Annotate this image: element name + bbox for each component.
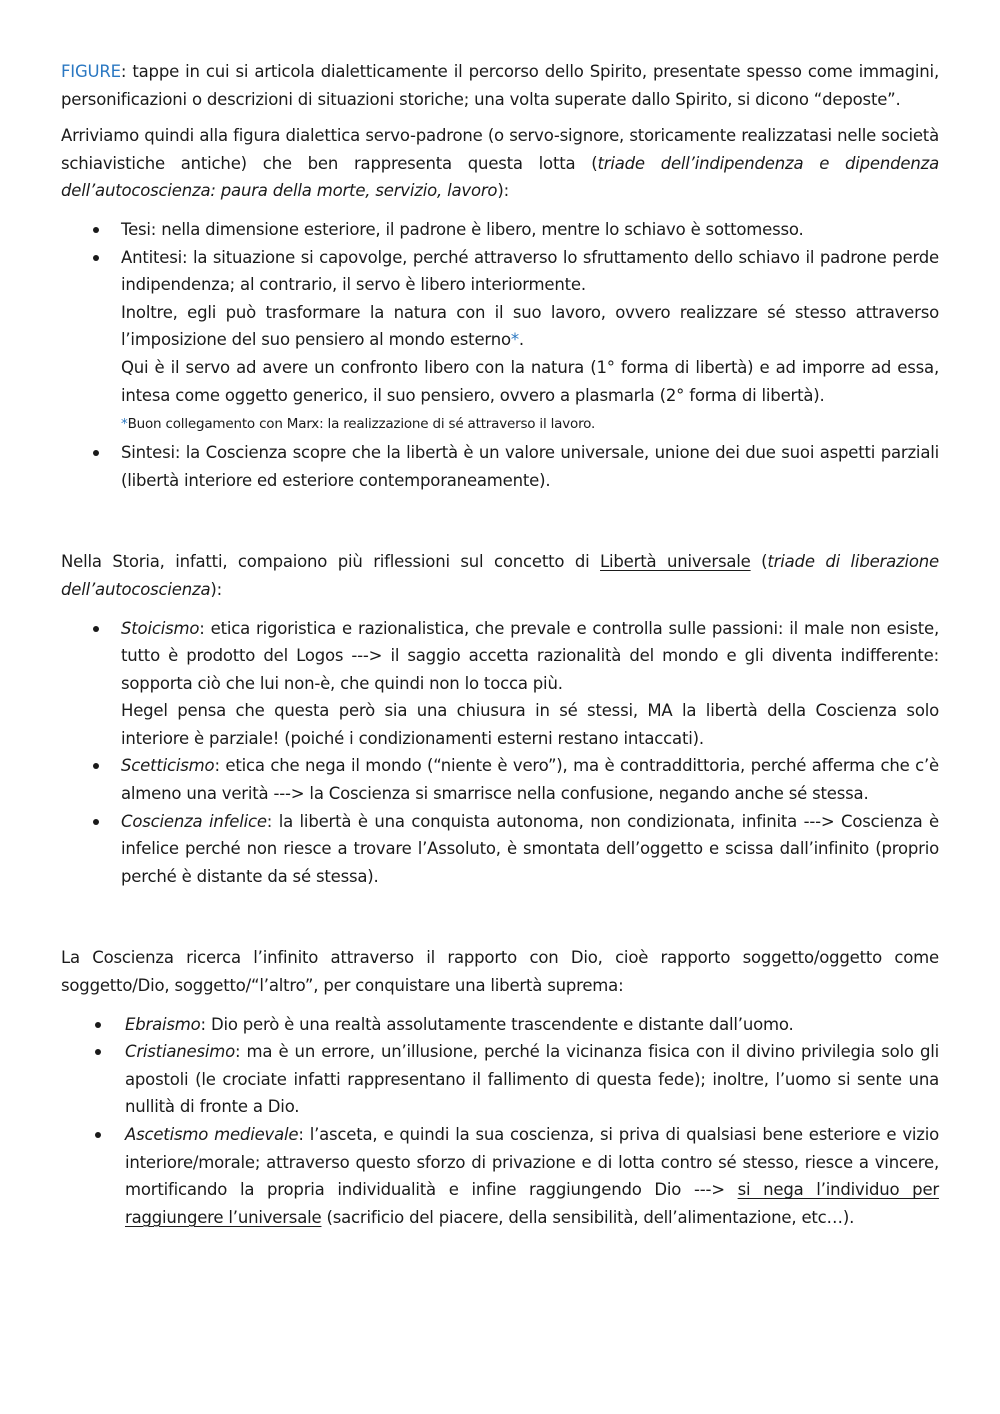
- marx-note: [121, 409, 939, 439]
- storia-intro-close: ):: [210, 579, 222, 599]
- bullet-icon: [93, 819, 99, 825]
- coscienza-infelice-term: Coscienza infelice: [121, 811, 267, 831]
- list-item-tesi: [61, 216, 939, 244]
- ebraismo-text: : Dio però è una realtà assolutamente trascendente e distante dall’uomo.: [200, 1014, 794, 1034]
- bullet-icon: [95, 1022, 101, 1028]
- figure-definition: : tappe in cui si articola dialetticamente il percorso dello Spirito, presentate spesso come immagini, personificazioni o descrizioni di situazioni storiche; una volta superate dallo Spirito, si dicono “deposte”.: [61, 62, 939, 109]
- antitesi-period: .: [518, 330, 524, 350]
- ascetismo-term: Ascetismo medievale: [125, 1125, 299, 1144]
- stoicismo-line: [121, 615, 939, 698]
- servo-intro-paragraph: [61, 122, 939, 205]
- stoicismo-text: : etica rigoristica e razionalistica, che prevale e controlla sulle passioni: il male non esiste, tutto è prodotto del Logos ---> il saggio accetta razionalità del mondo e gli diventa indifferente: sopporta ciò che lui non-è, che quindi non lo tocca più.: [121, 618, 939, 693]
- ascetismo-after: (sacrificio del piacere, della sensibilità, dell’alimentazione, etc…).: [321, 1207, 855, 1227]
- scetticismo-term: Scetticismo: [121, 756, 215, 776]
- liberta-universale: Libertà universale: [600, 552, 751, 572]
- storia-intro-text: Nella Storia, infatti, compaiono più riflessioni sul concetto di: [61, 552, 601, 572]
- list-item-ascetismo: [61, 1121, 939, 1231]
- storia-intro-paragraph: [61, 548, 939, 603]
- note-text: Buon collegamento con Marx: la realizzazione di sé attraverso il lavoro.: [127, 416, 596, 433]
- note-asterisk: *: [121, 416, 128, 433]
- figure-label: FIGURE: [61, 62, 121, 81]
- dio-intro-paragraph: La Coscienza ricerca l’infinito attraverso il rapporto con Dio, cioè rapporto soggetto/oggetto come soggetto/Dio, soggetto/“l’altro”, per conquistare una libertà suprema:: [61, 948, 939, 996]
- cristianesimo-text: : ma è un errore, un’illusione, perché la vicinanza fisica con il divino privilegia solo gli apostoli (le crociate infatti rappresentano il fallimento di questa fede); inoltre, l’uomo si sente una nullità di fronte a Dio.: [125, 1042, 939, 1117]
- bullet-icon: [93, 227, 99, 233]
- asterisk-mark: *: [510, 330, 519, 350]
- bullet-icon: [93, 450, 99, 456]
- coscienza-infelice-text: : la libertà è una conquista autonoma, non condizionata, infinita ---> Coscienza è infelice perché non riesce a trovare l’Assoluto, è smontata dell’oggetto e scissa dall’infinito (proprio perché è distante da sé stessa).: [121, 811, 939, 886]
- dio-list: [61, 1011, 939, 1232]
- ebraismo-term: Ebraismo: [125, 1014, 201, 1034]
- ascetismo-underlined: si nega l’individuo per raggiungere l’universale: [125, 1180, 939, 1227]
- bullet-icon: [95, 1132, 101, 1138]
- cristianesimo-term: Cristianesimo: [125, 1042, 236, 1062]
- tesi-text: Tesi: nella dimensione esteriore, il padrone è libero, mentre lo schiavo è sottomesso.: [121, 219, 804, 239]
- scetticismo-text: : etica che nega il mondo (“niente è vero”), ma è contraddittoria, perché afferma che c’è almeno una verità ---> la Coscienza si smarrisce nella confusione, negando anche sé stessa.: [121, 756, 939, 804]
- antitesi-text: Antitesi: la situazione si capovolge, perché attraverso lo sfruttamento dello schiavo il padrone perde indipendenza; al contrario, il servo è libero interiormente.: [121, 247, 939, 295]
- ascetismo-text: : l’asceta, e quindi la sua coscienza, si priva di qualsiasi bene esteriore e vizio interiore/morale; attraverso questo sforzo di privazione e di lotta contro sé stesso, riesce a vincere, mortificando la propria individualità e infine raggiungendo Dio --->: [125, 1125, 940, 1200]
- storia-intro-triad: triade di liberazione dell’autocoscienza: [61, 552, 939, 599]
- list-item-coscienza-infelice: [61, 808, 939, 891]
- stoicismo-hegel-text: Hegel pensa che questa però sia una chiusura in sé stessi, MA la libertà della Coscienza solo interiore è parziale! (poiché i condizionamenti esterni restano intaccati).: [121, 701, 939, 748]
- bullet-icon: [93, 626, 99, 632]
- bullet-icon: [93, 255, 99, 261]
- list-item-ebraismo: [61, 1011, 939, 1039]
- list-item-stoicismo: [61, 615, 939, 753]
- servo-intro-text: Arriviamo quindi alla figura dialettica servo-padrone (o servo-signore, storicamente realizzatasi nelle società schiavistiche antiche) che ben rappresenta questa lotta (: [61, 126, 939, 173]
- servo-intro-triad: triade dell’indipendenza e dipendenza dell’autocoscienza: paura della morte, servizio, lavoro: [61, 153, 939, 201]
- list-item-scetticismo: [61, 752, 939, 807]
- servo-padrone-list: [61, 216, 939, 494]
- liberazione-list: [61, 615, 939, 891]
- servo-intro-close: ):: [497, 181, 509, 201]
- antitesi-liberta-text: Qui è il servo ad avere un confronto libero con la natura (1° forma di libertà) e ad imporre ad essa, intesa come oggetto generico, il suo pensiero, ovvero a plasmarla (2° forma di libertà).: [121, 357, 939, 405]
- sintesi-text: Sintesi: la Coscienza scopre che la libertà è un valore universale, unione dei due suoi aspetti parziali (libertà interiore ed esteriore contemporaneamente).: [121, 443, 939, 490]
- stoicismo-term: Stoicismo: [121, 618, 200, 638]
- list-item-antitesi: [61, 244, 939, 440]
- bullet-icon: [93, 763, 99, 769]
- figure-paragraph: [61, 58, 939, 113]
- list-item-sintesi: [61, 439, 939, 494]
- list-item-cristianesimo: [61, 1038, 939, 1121]
- storia-intro-open: (: [750, 552, 768, 572]
- bullet-icon: [95, 1049, 101, 1055]
- antitesi-lavoro-text: Inoltre, egli può trasformare la natura con il suo lavoro, ovvero realizzare sé stesso attraverso l’imposizione del suo pensiero al mondo esterno: [121, 302, 939, 350]
- antitesi-lavoro-line: [121, 299, 939, 354]
